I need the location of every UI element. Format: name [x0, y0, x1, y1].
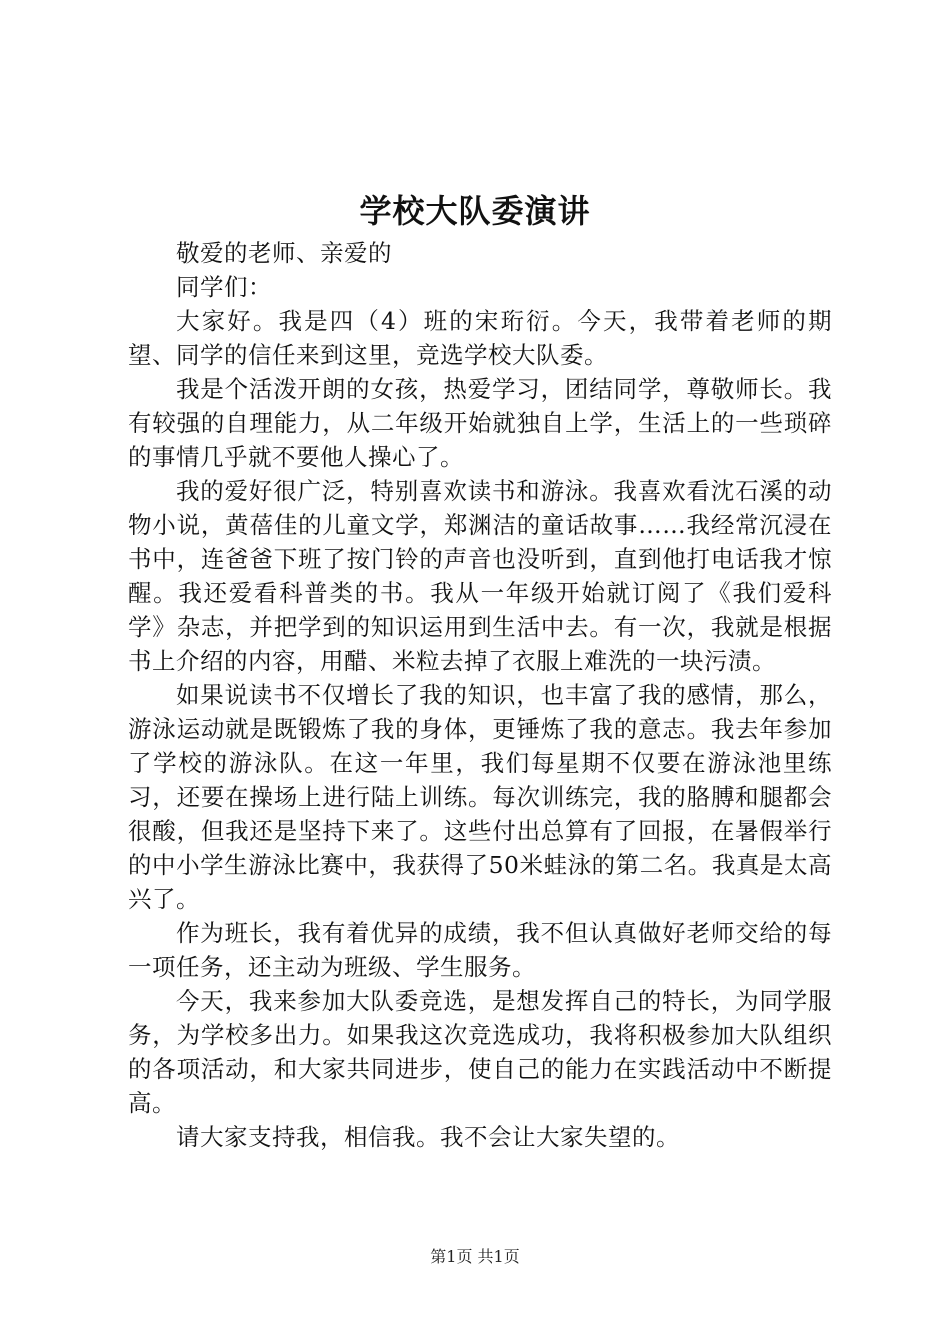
paragraph-salutation-2: 同学们：	[176, 273, 272, 301]
paragraph-introduction: 大家好。我是四（4）班的宋珩衍。今天，我带着老师的期望、同学的信任来到这里，竞选学校大队委。	[128, 307, 832, 369]
paragraph-hobbies-swimming: 如果说读书不仅增长了我的知识，也丰富了我的感情，那么，游泳运动就是既锻炼了我的身体，更锤炼了我的意志。我去年参加了学校的游泳队。在这一年里，我们每星期不仅要在游泳池里练习，还要在操场上进行陆上训练。每次训练完，我的胳膊和腿都会很酸，但我还是坚持下来了。这些付出总算有了回报，在暑假举行的中小学生游泳比赛中，我获得了50米蛙泳的第二名。我真是太高兴了。	[128, 681, 832, 913]
paragraph-personality: 我是个活泼开朗的女孩，热爱学习，团结同学，尊敬师长。我有较强的自理能力，从二年级开始就独自上学，生活上的一些琐碎的事情几乎就不要他人操心了。	[128, 375, 832, 471]
paragraph-hobbies-reading: 我的爱好很广泛，特别喜欢读书和游泳。我喜欢看沈石溪的动物小说，黄蓓佳的儿童文学，郑渊洁的童话故事……我经常沉浸在书中，连爸爸下班了按门铃的声音也没听到，直到他打电话我才惊醒。我还爱看科普类的书。我从一年级开始就订阅了《我们爱科学》杂志，并把学到的知识运用到生活中去。有一次，我就是根据书上介绍的内容，用醋、米粒去掉了衣服上难洗的一块污渍。	[128, 477, 832, 675]
page-footer: 第1页 共1页	[430, 1247, 520, 1266]
document-title: 学校大队委演讲	[359, 192, 591, 230]
document-body	[128, 236, 832, 1154]
paragraph-closing: 请大家支持我，相信我。我不会让大家失望的。	[176, 1123, 680, 1151]
paragraph-campaign-goal: 今天，我来参加大队委竞选，是想发挥自己的特长，为同学服务，为学校多出力。如果我这次竞选成功，我将积极参加大队组织的各项活动，和大家共同进步，使自己的能力在实践活动中不断提高。	[128, 987, 832, 1117]
paragraph-class-monitor: 作为班长，我有着优异的成绩，我不但认真做好老师交给的每一项任务，还主动为班级、学生服务。	[128, 919, 832, 981]
paragraph-salutation-1: 敬爱的老师、亲爱的	[176, 239, 392, 267]
